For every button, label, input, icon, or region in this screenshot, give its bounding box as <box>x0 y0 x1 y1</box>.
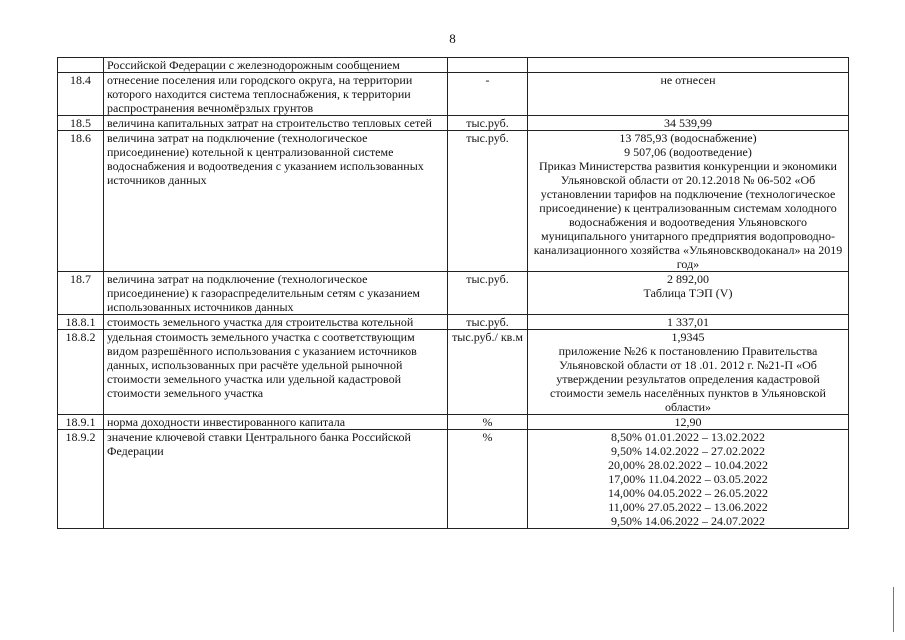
parameter-value <box>528 415 849 430</box>
value-line: 17,00% 11.04.2022 – 03.05.2022 <box>608 472 768 486</box>
row-number: 18.6 <box>58 131 104 272</box>
value-line: Приказ Министерства развития конкуренции и экономики Ульяновской области от 20.12.2018 № 06-502 «Об установлении тарифов на подключение (технологическое присоединение) к централизованным системам холодного водоснабжения и водоотведения Ульяновского муниципального унитарного предприятия водопроводно-канализационного хозяйства «Ульяновскводоканал» на 2019 год» <box>533 159 843 271</box>
value-line: 9,50% 14.06.2022 – 24.07.2022 <box>611 514 765 528</box>
unit: - <box>448 73 528 116</box>
parameter-name: значение ключевой ставки Центрального банка Российской Федерации <box>104 430 448 529</box>
value-line: 20,00% 28.02.2022 – 10.04.2022 <box>608 458 768 472</box>
row-number: 18.8.1 <box>58 315 104 330</box>
table-row <box>58 58 849 73</box>
parameter-value <box>528 116 849 131</box>
value-line: 1,9345 <box>671 330 705 344</box>
page-number: 8 <box>449 31 456 46</box>
table-body <box>58 58 849 529</box>
parameter-value <box>528 272 849 315</box>
row-number: 18.4 <box>58 73 104 116</box>
parameter-value <box>528 330 849 415</box>
unit: % <box>448 415 528 430</box>
value-line: 14,00% 04.05.2022 – 26.05.2022 <box>608 486 768 500</box>
table-row <box>58 116 849 131</box>
row-number <box>58 58 104 73</box>
value-line: 8,50% 01.01.2022 – 13.02.2022 <box>611 430 765 444</box>
unit: тыс.руб. <box>448 315 528 330</box>
table-row <box>58 330 849 415</box>
parameter-value <box>528 430 849 529</box>
unit <box>448 58 528 73</box>
table-row <box>58 131 849 272</box>
table-row <box>58 73 849 116</box>
table-row <box>58 315 849 330</box>
margin-mark <box>893 587 894 632</box>
parameter-value <box>528 315 849 330</box>
unit: тыс.руб. <box>448 131 528 272</box>
table-row <box>58 272 849 315</box>
parameter-name: величина затрат на подключение (технологическое присоединение) к газораспределительным сетям с указанием использованных источников данных <box>104 272 448 315</box>
parameter-name: величина затрат на подключение (технологическое присоединение) котельной к централизованной системе водоснабжения и водоотведения с указанием использованных источников данных <box>104 131 448 272</box>
value-line: Таблица ТЭП (V) <box>643 286 733 300</box>
parameter-name: отнесение поселения или городского округа, на территории которого находится система теплоснабжения, к территории распространения вечномёрзлых грунтов <box>104 73 448 116</box>
value-line: 11,00% 27.05.2022 – 13.06.2022 <box>608 500 768 514</box>
row-number: 18.8.2 <box>58 330 104 415</box>
unit: тыс.руб. <box>448 116 528 131</box>
value-line: приложение №26 к постановлению Правительства Ульяновской области от 18 .01. 2012 г. №21-П «Об утверждении результатов определения кадастровой стоимости земель населённых пунктов в Ульяновской области» <box>550 344 826 414</box>
value-line: 1 337,01 <box>667 315 709 329</box>
parameter-name: норма доходности инвестированного капитала <box>104 415 448 430</box>
row-number: 18.9.2 <box>58 430 104 529</box>
value-line: 9,50% 14.02.2022 – 27.02.2022 <box>611 444 765 458</box>
parameter-name: Российской Федерации с железнодорожным сообщением <box>104 58 448 73</box>
value-line: 2 892,00 <box>667 272 709 286</box>
value-line: 9 507,06 (водоотведение) <box>624 145 752 159</box>
table-row <box>58 415 849 430</box>
parameter-value <box>528 73 849 116</box>
value-line: 12,90 <box>674 415 702 429</box>
value-line: 13 785,93 (водоснабжение) <box>619 131 757 145</box>
parameter-value <box>528 131 849 272</box>
row-number: 18.9.1 <box>58 415 104 430</box>
value-line: 34 539,99 <box>664 116 712 130</box>
table-row <box>58 430 849 529</box>
parameter-name: удельная стоимость земельного участка с соответствующим видом разрешённого использования с указанием источников данных, использованных при расчёте удельной рыночной стоимости земельного участка или удельной кадастровой стоимости земельного участка <box>104 330 448 415</box>
row-number: 18.5 <box>58 116 104 131</box>
parameter-value <box>528 58 849 73</box>
parameter-name: величина капитальных затрат на строительство тепловых сетей <box>104 116 448 131</box>
value-line: не отнесен <box>660 73 716 87</box>
unit: тыс.руб. <box>448 272 528 315</box>
unit: тыс.руб./ кв.м <box>448 330 528 415</box>
unit: % <box>448 430 528 529</box>
parameter-name: стоимость земельного участка для строительства котельной <box>104 315 448 330</box>
parameters-table <box>57 57 849 529</box>
row-number: 18.7 <box>58 272 104 315</box>
